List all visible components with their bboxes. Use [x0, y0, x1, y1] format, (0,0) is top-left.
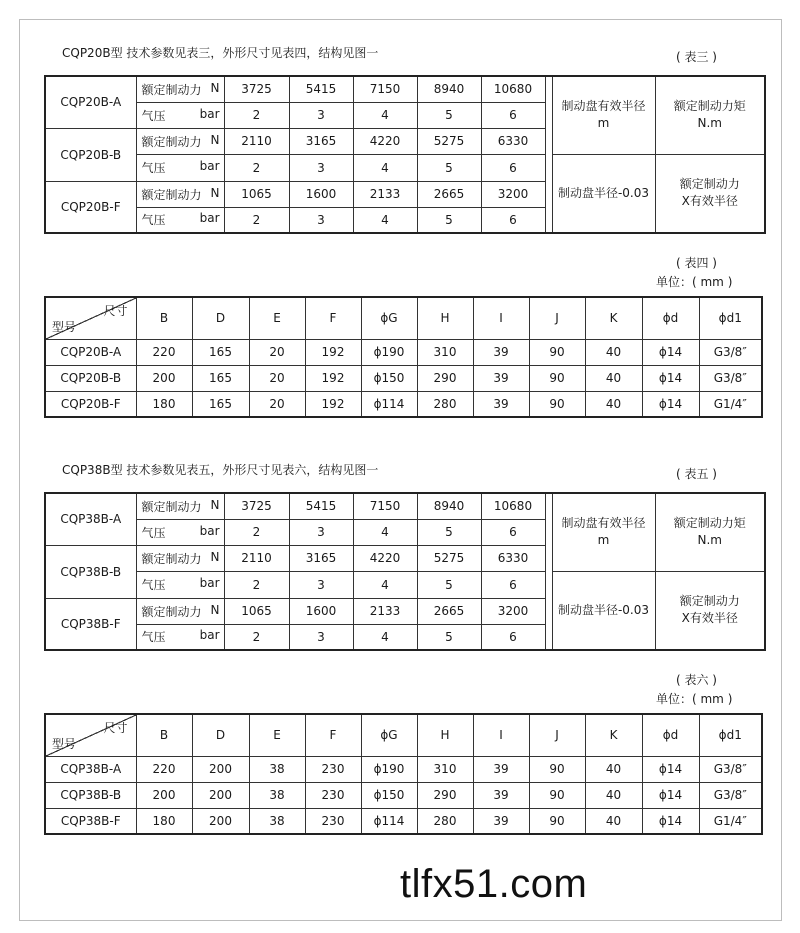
braking-torque-header [655, 493, 765, 571]
pressure-value: 4 [353, 102, 417, 128]
pressure-value: 6 [481, 154, 545, 181]
dimension-value: G1/4″ [699, 808, 762, 834]
force-value: 1600 [289, 181, 353, 207]
table3-label: ( 表三 ) [676, 50, 717, 64]
pressure-label-cell [136, 624, 224, 650]
model-name: CQP38B-B [45, 782, 136, 808]
force-unit: N [210, 497, 220, 512]
param-force-row [45, 76, 765, 102]
corner-model-label: 型号 [52, 319, 77, 334]
dimension-table-cqp20b [44, 296, 763, 418]
pressure-value: 5 [417, 519, 481, 545]
dimension-value: 192 [305, 339, 361, 365]
pressure-label: 气压 [141, 161, 166, 175]
dimension-value: 230 [305, 782, 361, 808]
watermark-text: tlfx51.com [400, 862, 588, 906]
model-name: CQP38B-B [45, 545, 136, 598]
dimension-header: H [417, 297, 473, 339]
pressure-value: 4 [353, 154, 417, 181]
dimension-value: 280 [417, 391, 473, 417]
force-value: 3200 [481, 181, 545, 207]
force-value: 7150 [353, 493, 417, 519]
dimension-header: ϕG [361, 714, 417, 756]
effective-radius-formula [552, 571, 655, 650]
model-name: CQP20B-A [45, 76, 136, 128]
dimension-value: 230 [305, 808, 361, 834]
header-line: N.m [697, 533, 722, 548]
dimension-value: 90 [529, 756, 585, 782]
dimension-value: 20 [249, 339, 305, 365]
force-value: 7150 [353, 76, 417, 102]
pressure-label-cell [136, 154, 224, 181]
force-value: 2133 [353, 598, 417, 624]
force-value: 5415 [289, 493, 353, 519]
param-pressure-row [45, 154, 765, 181]
dimension-value: 280 [417, 808, 473, 834]
section2-caption: CQP38B型 技术参数见表五，外形尺寸见表六，结构见图一 [62, 463, 379, 477]
header-line: 额定制动力矩 [673, 99, 746, 114]
force-value: 4220 [353, 545, 417, 571]
pressure-label: 气压 [141, 525, 166, 540]
pressure-label-cell [136, 102, 224, 128]
model-name: CQP20B-B [45, 365, 136, 391]
force-label: 额定制动力 [141, 499, 202, 514]
pressure-value: 3 [289, 519, 353, 545]
dimension-value: 20 [249, 365, 305, 391]
formula-line: 额定制动力 [679, 177, 740, 192]
param-table-cqp38b [44, 492, 766, 651]
dimension-value: 90 [529, 391, 585, 417]
pressure-value: 6 [481, 102, 545, 128]
pressure-value: 5 [417, 571, 481, 598]
force-value: 3725 [224, 76, 289, 102]
dimension-value: 230 [305, 756, 361, 782]
force-value: 2665 [417, 598, 481, 624]
force-label-cell [136, 128, 224, 154]
dimension-row [45, 782, 762, 808]
column-gap [545, 493, 552, 650]
pressure-unit: bar [199, 211, 220, 226]
dimension-value: 290 [417, 782, 473, 808]
pressure-value: 5 [417, 207, 481, 233]
header-line: 制动盘有效半径 [561, 99, 646, 114]
dimension-header-row [45, 297, 762, 339]
dimension-value: 90 [529, 365, 585, 391]
dimension-header: D [192, 297, 249, 339]
corner-size-label: 尺寸 [103, 721, 128, 735]
force-unit: N [210, 185, 220, 200]
dimension-value: 200 [192, 756, 249, 782]
dimension-value: 39 [473, 782, 529, 808]
pressure-unit: bar [199, 106, 220, 121]
dimension-header: K [585, 297, 642, 339]
dimension-value: 165 [192, 391, 249, 417]
model-name: CQP38B-A [45, 493, 136, 545]
dimension-value: 200 [136, 365, 192, 391]
force-label-cell [136, 181, 224, 207]
force-value: 10680 [481, 493, 545, 519]
table5-label: ( 表五 ) [676, 467, 717, 481]
param-pressure-row [45, 571, 765, 598]
dimension-value: G3/8″ [699, 782, 762, 808]
dimension-value: 39 [473, 365, 529, 391]
pressure-value: 6 [481, 571, 545, 598]
braking-torque-formula [655, 154, 765, 233]
model-name: CQP20B-F [45, 181, 136, 233]
dimension-value: 20 [249, 391, 305, 417]
dimension-value: 90 [529, 808, 585, 834]
force-unit: N [210, 602, 220, 617]
dimension-row [45, 808, 762, 834]
dimension-value: 38 [249, 782, 305, 808]
dimension-table-cqp38b [44, 713, 763, 835]
header-line: N.m [697, 116, 722, 131]
model-name: CQP20B-A [45, 339, 136, 365]
dimension-value: 200 [136, 782, 192, 808]
dimension-header: D [192, 714, 249, 756]
pressure-value: 2 [224, 571, 289, 598]
dimension-header: ϕd1 [699, 714, 762, 756]
dimension-header: I [473, 714, 529, 756]
force-value: 2665 [417, 181, 481, 207]
pressure-value: 4 [353, 519, 417, 545]
dimension-value: 290 [417, 365, 473, 391]
pressure-value: 3 [289, 102, 353, 128]
dimension-value: ϕ190 [361, 756, 417, 782]
pressure-value: 3 [289, 154, 353, 181]
table6-label: ( 表六 ) [676, 673, 717, 687]
dimension-value: 39 [473, 391, 529, 417]
dimension-value: G3/8″ [699, 365, 762, 391]
dimension-header: E [249, 714, 305, 756]
dimension-row [45, 391, 762, 417]
force-label-cell [136, 493, 224, 519]
formula-line: 制动盘半径-0.03 [557, 185, 650, 200]
force-unit: N [210, 549, 220, 564]
dimension-value: ϕ14 [642, 782, 699, 808]
formula-line: X有效半径 [681, 194, 738, 209]
force-value: 10680 [481, 76, 545, 102]
dimension-header: J [529, 297, 585, 339]
dimension-value: 180 [136, 808, 192, 834]
effective-radius-header [552, 76, 655, 154]
force-label: 额定制动力 [141, 551, 202, 566]
dimension-value: 165 [192, 339, 249, 365]
dimension-header: H [417, 714, 473, 756]
dimension-value: 192 [305, 365, 361, 391]
force-label-cell [136, 598, 224, 624]
force-label: 额定制动力 [141, 187, 202, 202]
pressure-value: 5 [417, 102, 481, 128]
dimension-value: 200 [192, 808, 249, 834]
header-line: m [597, 116, 610, 131]
dimension-header: B [136, 297, 192, 339]
formula-line: X有效半径 [681, 611, 738, 626]
dimension-value: 40 [585, 391, 642, 417]
param-table-cqp20b [44, 75, 766, 234]
model-name: CQP20B-F [45, 391, 136, 417]
pressure-value: 2 [224, 519, 289, 545]
corner-model-label: 型号 [52, 736, 77, 751]
dimension-value: ϕ14 [642, 339, 699, 365]
pressure-value: 2 [224, 102, 289, 128]
dimension-value: G1/4″ [699, 391, 762, 417]
dimension-header: ϕd [642, 714, 699, 756]
pressure-value: 6 [481, 207, 545, 233]
force-value: 3165 [289, 128, 353, 154]
dimension-value: ϕ114 [361, 391, 417, 417]
model-name: CQP38B-A [45, 756, 136, 782]
force-value: 2133 [353, 181, 417, 207]
section1-caption: CQP20B型 技术参数见表三，外形尺寸见表四，结构见图一 [62, 46, 379, 60]
pressure-value: 4 [353, 624, 417, 650]
force-value: 5415 [289, 76, 353, 102]
pressure-value: 6 [481, 624, 545, 650]
pressure-unit: bar [199, 159, 220, 173]
dimension-value: 180 [136, 391, 192, 417]
model-name: CQP20B-B [45, 128, 136, 181]
model-name: CQP38B-F [45, 598, 136, 650]
pressure-label-cell [136, 519, 224, 545]
pressure-value: 2 [224, 154, 289, 181]
pressure-value: 5 [417, 154, 481, 181]
dimension-row [45, 365, 762, 391]
dimension-value: 200 [192, 782, 249, 808]
force-value: 4220 [353, 128, 417, 154]
braking-torque-header [655, 76, 765, 154]
force-value: 2110 [224, 545, 289, 571]
pressure-value: 3 [289, 207, 353, 233]
force-unit: N [210, 80, 220, 95]
pressure-value: 4 [353, 571, 417, 598]
dimension-value: ϕ14 [642, 808, 699, 834]
force-value: 8940 [417, 76, 481, 102]
dimension-value: ϕ150 [361, 782, 417, 808]
formula-line: 额定制动力 [679, 594, 740, 609]
dimension-value: 165 [192, 365, 249, 391]
dimension-value: 38 [249, 808, 305, 834]
dimension-value: 40 [585, 365, 642, 391]
dimension-value: 90 [529, 339, 585, 365]
dimension-value: ϕ150 [361, 365, 417, 391]
unit-label-2: 单位：( mm ) [656, 692, 733, 706]
dimension-value: 40 [585, 782, 642, 808]
dimension-value: ϕ190 [361, 339, 417, 365]
dimension-value: 220 [136, 339, 192, 365]
dimension-header: J [529, 714, 585, 756]
corner-cell [45, 714, 136, 756]
dimension-value: ϕ14 [642, 391, 699, 417]
table4-label: ( 表四 ) [676, 256, 717, 270]
dimension-header: E [249, 297, 305, 339]
dimension-row [45, 339, 762, 365]
dimension-value: 220 [136, 756, 192, 782]
pressure-label-cell [136, 571, 224, 598]
header-line: 额定制动力矩 [673, 516, 746, 531]
dimension-header: ϕd [642, 297, 699, 339]
force-label-cell [136, 545, 224, 571]
dimension-header: F [305, 714, 361, 756]
model-name: CQP38B-F [45, 808, 136, 834]
pressure-label: 气压 [141, 213, 166, 228]
dimension-header: ϕd1 [699, 297, 762, 339]
dimension-value: 310 [417, 756, 473, 782]
dimension-header: I [473, 297, 529, 339]
dimension-value: 192 [305, 391, 361, 417]
dimension-value: G3/8″ [699, 339, 762, 365]
pressure-label-cell [136, 207, 224, 233]
dimension-value: 40 [585, 808, 642, 834]
corner-cell [45, 297, 136, 339]
force-label: 额定制动力 [141, 134, 202, 149]
dimension-header-row [45, 714, 762, 756]
effective-radius-header [552, 493, 655, 571]
dimension-value: G3/8″ [699, 756, 762, 782]
effective-radius-formula [552, 154, 655, 233]
force-value: 8940 [417, 493, 481, 519]
force-label: 额定制动力 [141, 82, 202, 97]
dimension-value: 38 [249, 756, 305, 782]
dimension-value: 40 [585, 756, 642, 782]
param-force-row [45, 493, 765, 519]
pressure-value: 5 [417, 624, 481, 650]
dimension-header: B [136, 714, 192, 756]
dimension-value: ϕ14 [642, 756, 699, 782]
dimension-header: F [305, 297, 361, 339]
dimension-value: 39 [473, 808, 529, 834]
pressure-value: 2 [224, 624, 289, 650]
pressure-unit: bar [199, 523, 220, 538]
force-value: 5275 [417, 128, 481, 154]
force-value: 3725 [224, 493, 289, 519]
formula-line: 制动盘半径-0.03 [557, 602, 650, 617]
dimension-value: 39 [473, 756, 529, 782]
pressure-label: 气压 [141, 630, 166, 645]
pressure-value: 6 [481, 519, 545, 545]
dimension-value: 39 [473, 339, 529, 365]
dimension-header: ϕG [361, 297, 417, 339]
braking-torque-formula [655, 571, 765, 650]
dimension-value: 90 [529, 782, 585, 808]
corner-size-label: 尺寸 [103, 304, 128, 318]
force-value: 2110 [224, 128, 289, 154]
pressure-value: 3 [289, 571, 353, 598]
force-value: 6330 [481, 128, 545, 154]
pressure-value: 2 [224, 207, 289, 233]
dimension-value: 310 [417, 339, 473, 365]
force-value: 3200 [481, 598, 545, 624]
pressure-unit: bar [199, 576, 220, 590]
header-line: 制动盘有效半径 [561, 516, 646, 531]
pressure-value: 3 [289, 624, 353, 650]
dimension-header: K [585, 714, 642, 756]
dimension-value: 40 [585, 339, 642, 365]
force-label: 额定制动力 [141, 604, 202, 619]
force-value: 6330 [481, 545, 545, 571]
header-line: m [597, 533, 610, 548]
force-unit: N [210, 132, 220, 147]
pressure-unit: bar [199, 628, 220, 643]
force-value: 1065 [224, 598, 289, 624]
force-value: 3165 [289, 545, 353, 571]
force-value: 5275 [417, 545, 481, 571]
force-value: 1065 [224, 181, 289, 207]
pressure-label: 气压 [141, 108, 166, 123]
pressure-value: 4 [353, 207, 417, 233]
column-gap [545, 76, 552, 233]
pressure-label: 气压 [141, 578, 166, 592]
dimension-value: ϕ14 [642, 365, 699, 391]
unit-label-1: 单位：( mm ) [656, 275, 733, 289]
dimension-value: ϕ114 [361, 808, 417, 834]
dimension-row [45, 756, 762, 782]
force-label-cell [136, 76, 224, 102]
force-value: 1600 [289, 598, 353, 624]
